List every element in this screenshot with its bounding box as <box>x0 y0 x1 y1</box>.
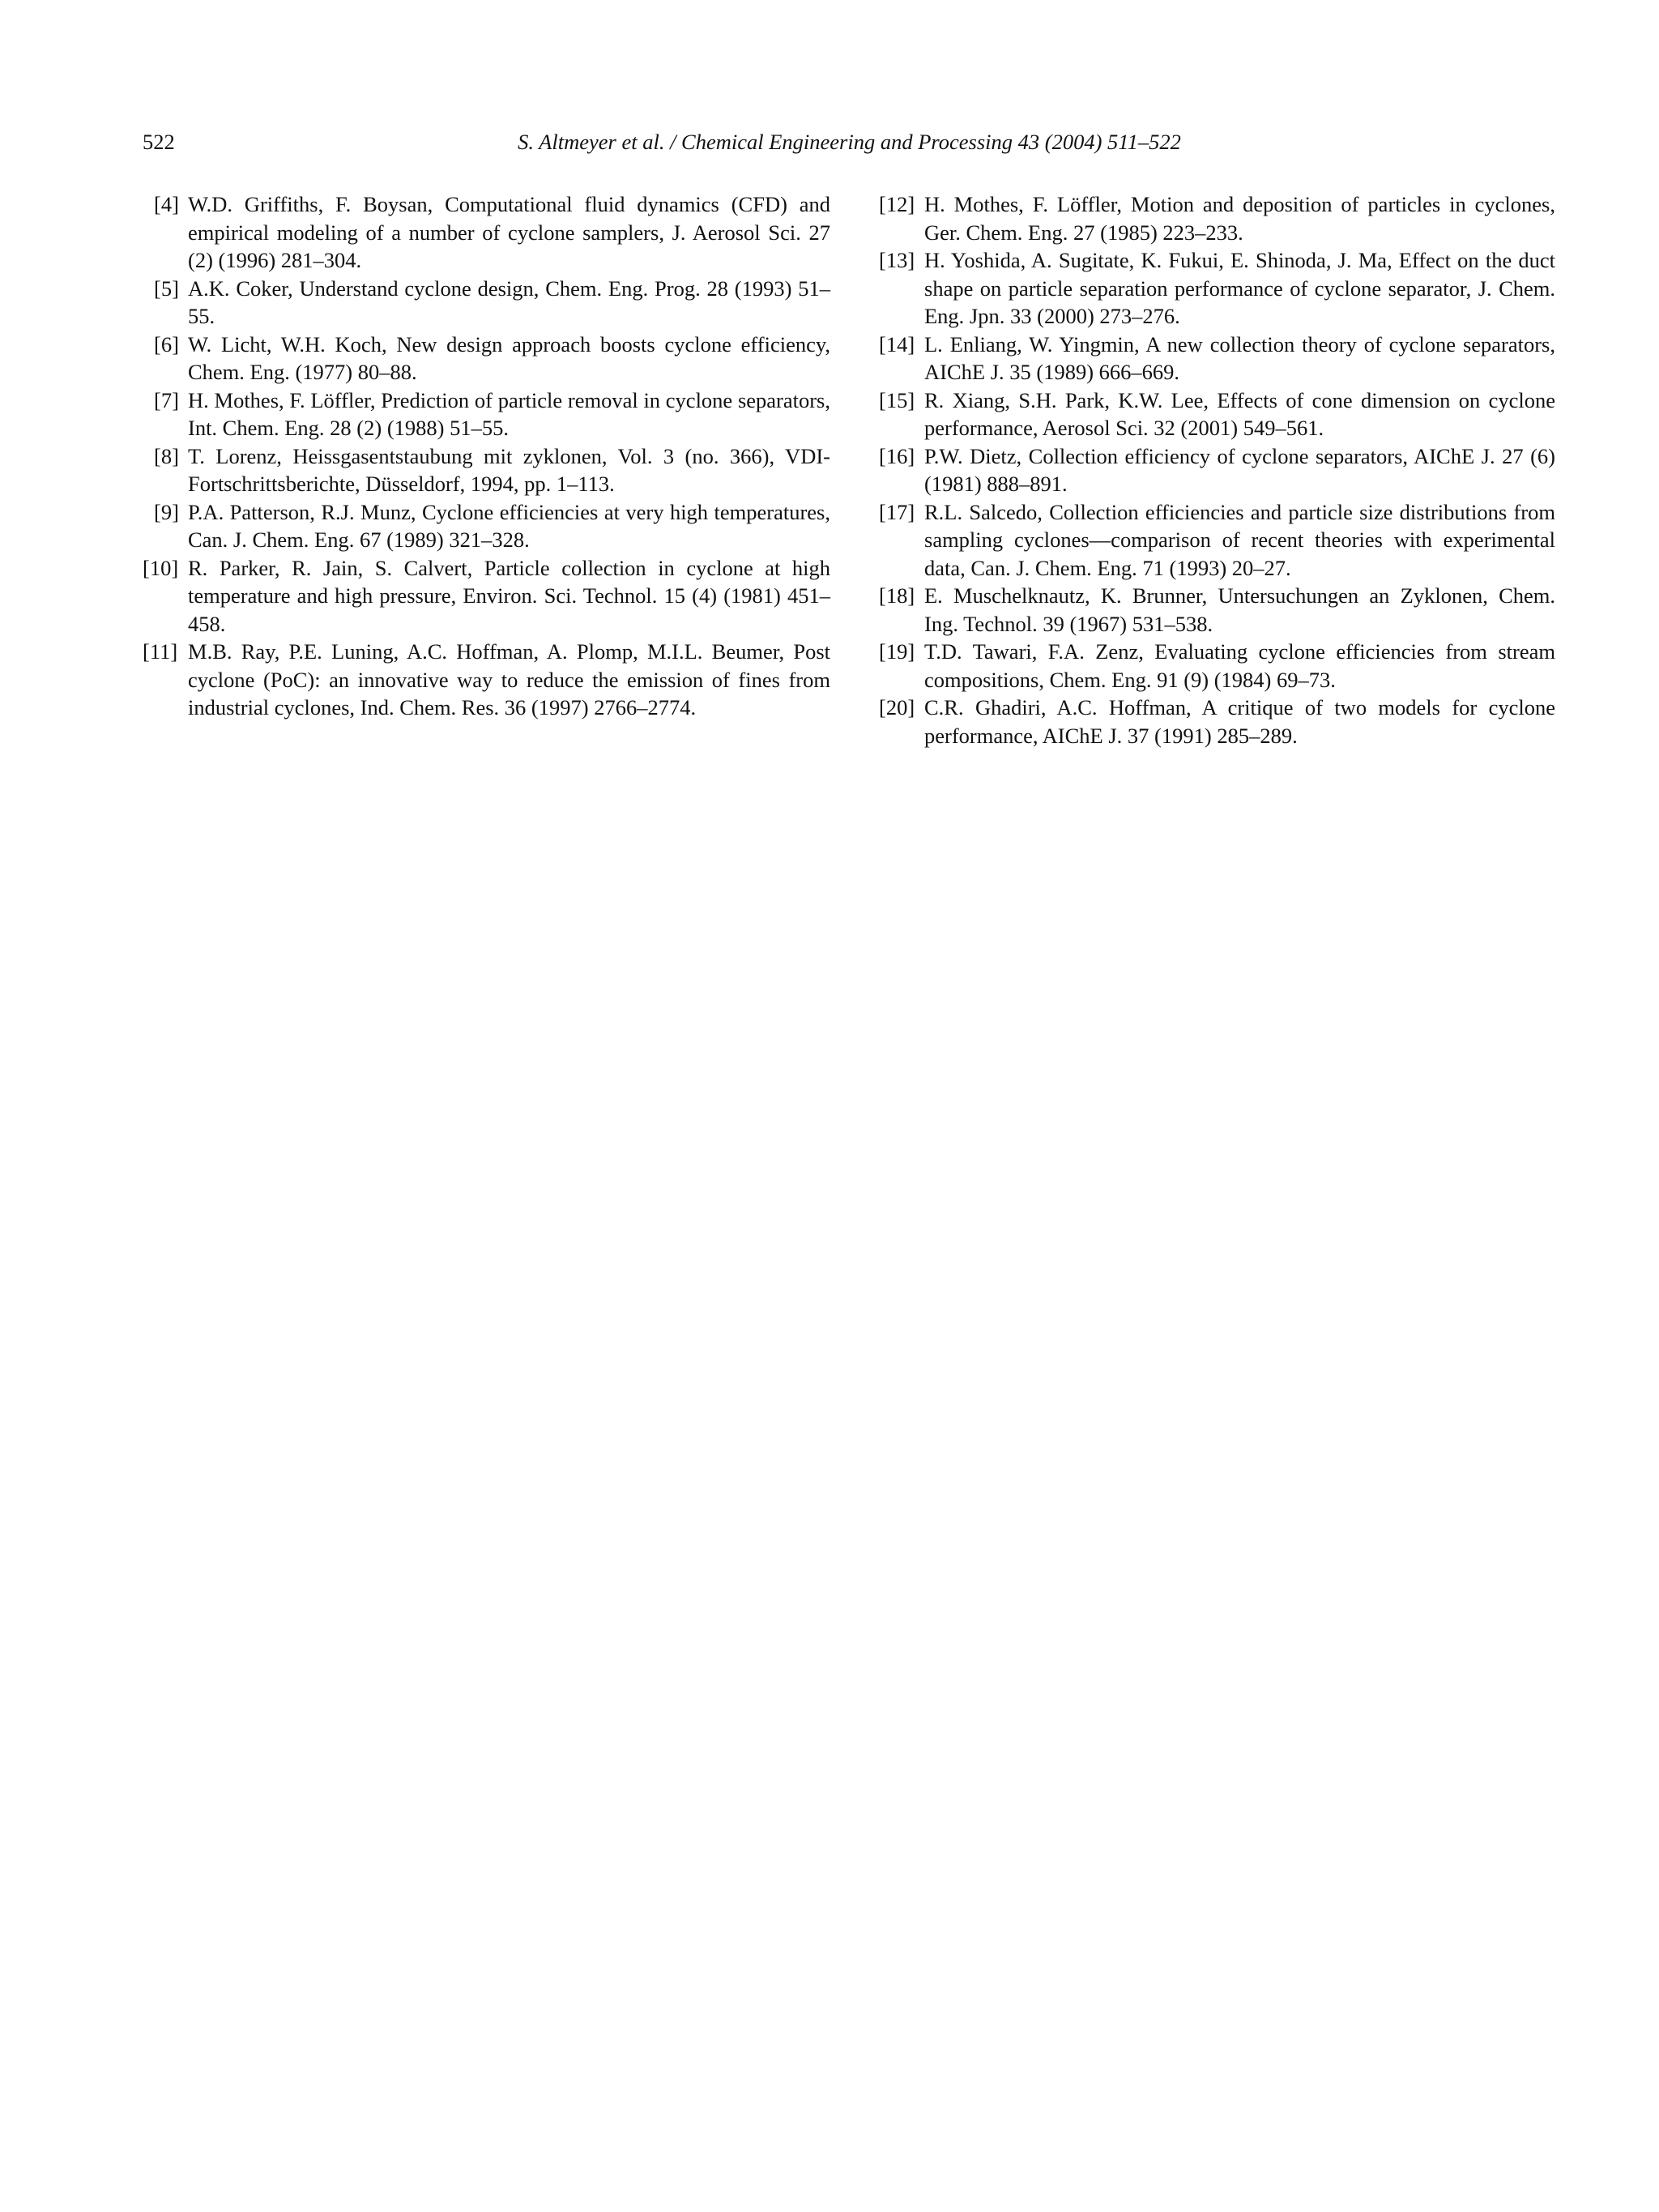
reference-text: P.W. Dietz, Collection efficiency of cyclone separators, AIChE J. 27 (6) (1981) 888–891. <box>924 443 1555 496</box>
reference-number: [17] <box>879 499 915 524</box>
reference-text: A.K. Coker, Understand cyclone design, Chem. Eng. Prog. 28 (1993) 51–55. <box>188 275 830 328</box>
reference-item <box>879 498 1555 583</box>
reference-item <box>143 554 830 638</box>
reference-number: [8] <box>154 443 179 468</box>
reference-item <box>879 582 1555 638</box>
reference-number: [10] <box>143 555 179 580</box>
running-head: S. Altmeyer et al. / Chemical Engineering and Processing 43 (2004) 511–522 <box>518 130 1181 154</box>
reference-number: [12] <box>879 192 915 216</box>
reference-item <box>879 331 1555 386</box>
references-left-column <box>143 190 830 722</box>
page-number: 522 <box>143 130 175 154</box>
reference-text: L. Enliang, W. Yingmin, A new collection theory of cyclone separators, AIChE J. 35 (1989) 666–669. <box>924 331 1555 384</box>
reference-number: [13] <box>879 248 915 272</box>
reference-text: C.R. Ghadiri, A.C. Hoffman, A critique of two models for cyclone performance, AIChE J. 37 (1991) 285–289. <box>924 695 1555 748</box>
reference-item <box>154 275 830 331</box>
reference-text: R. Xiang, S.H. Park, K.W. Lee, Effects of cone dimension on cyclone performance, Aerosol Sci. 32 (2001) 549–561. <box>924 387 1555 440</box>
reference-number: [20] <box>879 695 915 720</box>
reference-item <box>879 246 1555 331</box>
reference-item <box>154 190 830 275</box>
reference-item <box>879 694 1555 749</box>
reference-number: [15] <box>879 387 915 412</box>
reference-item <box>154 442 830 498</box>
reference-item <box>154 331 830 386</box>
reference-number: [6] <box>154 331 179 357</box>
reference-text: H. Yoshida, A. Sugitate, K. Fukui, E. Shinoda, J. Ma, Effect on the duct shape on particle separation performance of cyclone separator, J. Chem. Eng. Jpn. 33 (2000) 273–276. <box>924 248 1555 328</box>
reference-item <box>879 638 1555 694</box>
page-header <box>143 126 1556 158</box>
reference-number: [18] <box>879 583 915 608</box>
reference-text: R.L. Salcedo, Collection efficiencies and particle size distributions from sampling cyclones—comparison of recent theories with experimental data, Can. J. Chem. Eng. 71 (1993) 20–27. <box>924 499 1555 580</box>
reference-item <box>879 190 1555 246</box>
reference-item <box>143 638 830 722</box>
reference-item <box>154 498 830 554</box>
reference-number: [11] <box>143 639 178 664</box>
reference-number: [4] <box>154 192 179 216</box>
reference-item <box>154 386 830 442</box>
reference-number: [7] <box>154 387 179 412</box>
reference-number: [5] <box>154 275 179 301</box>
reference-item <box>879 386 1555 442</box>
reference-text: P.A. Patterson, R.J. Munz, Cyclone efficiencies at very high temperatures, Can. J. Chem. Eng. 67 (1989) 321–328. <box>188 499 830 552</box>
reference-text: E. Muschelknautz, K. Brunner, Untersuchungen an Zyklonen, Chem. Ing. Technol. 39 (1967) 531–538. <box>924 583 1555 636</box>
reference-text: W.D. Griffiths, F. Boysan, Computational fluid dynamics (CFD) and empirical modeling of a number of cyclone samplers, J. Aerosol Sci. 27 (2) (1996) 281–304. <box>188 192 830 272</box>
reference-number: [14] <box>879 331 915 357</box>
reference-item <box>879 442 1555 498</box>
reference-text: T.D. Tawari, F.A. Zenz, Evaluating cyclone efficiencies from stream compositions, Chem. Eng. 91 (9) (1984) 69–73. <box>924 639 1555 692</box>
references-right-column <box>879 190 1555 749</box>
reference-number: [9] <box>154 499 179 524</box>
reference-text: H. Mothes, F. Löffler, Motion and deposition of particles in cyclones, Ger. Chem. Eng. 27 (1985) 223–233. <box>924 192 1555 245</box>
reference-text: H. Mothes, F. Löffler, Prediction of particle removal in cyclone separators, Int. Chem. Eng. 28 (2) (1988) 51–55. <box>188 387 830 440</box>
reference-text: T. Lorenz, Heissgasentstaubung mit zyklonen, Vol. 3 (no. 366), VDI-Fortschrittsberichte, Düsseldorf, 1994, pp. 1–113. <box>188 443 830 496</box>
reference-number: [16] <box>879 443 915 468</box>
reference-text: W. Licht, W.H. Koch, New design approach boosts cyclone efficiency, Chem. Eng. (1977) 80–88. <box>188 331 830 384</box>
reference-text: R. Parker, R. Jain, S. Calvert, Particle collection in cyclone at high temperature and high pressure, Environ. Sci. Technol. 15 (4) (1981) 451–458. <box>188 555 830 636</box>
reference-text: M.B. Ray, P.E. Luning, A.C. Hoffman, A. Plomp, M.I.L. Beumer, Post cyclone (PoC): an innovative way to reduce the emission of fines from industrial cyclones, Ind. Chem. Res. 36 (1997) 2766–2774. <box>188 639 830 720</box>
reference-number: [19] <box>879 639 915 664</box>
